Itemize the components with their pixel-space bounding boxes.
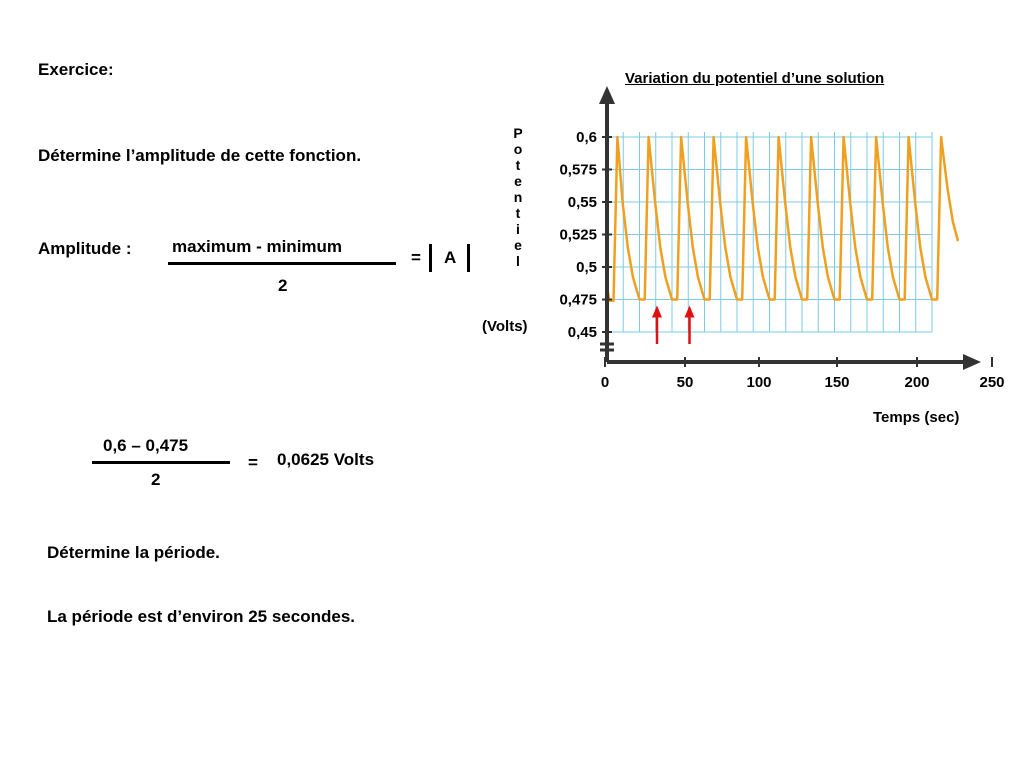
x-axis-label: Temps (sec) — [873, 409, 960, 426]
y-label-letter: P — [513, 125, 523, 141]
x-axis-arrow — [963, 354, 981, 370]
formula-label: Amplitude : — [38, 239, 132, 258]
annotation-arrow-head — [652, 306, 662, 318]
calc-result: 0,0625 Volts — [277, 450, 375, 469]
y-tick-label: 0,525 — [559, 226, 597, 244]
x-tick-label: 150 — [824, 374, 850, 391]
y-label-letter: l — [516, 253, 520, 269]
x-tick-label: 200 — [904, 374, 930, 391]
formula-equals: = — [411, 248, 421, 267]
y-tick-label: 0,45 — [567, 324, 597, 341]
answer-period: La période est d’environ 25 secondes. — [47, 607, 355, 626]
y-tick-label: 0,6 — [576, 129, 597, 146]
formula-numerator: maximum - minimum — [172, 237, 343, 256]
y-tick-label: 0,575 — [559, 161, 597, 179]
y-axis-arrow — [599, 86, 615, 104]
calc-denominator: 2 — [151, 470, 161, 489]
y-label-letter: e — [514, 173, 522, 189]
calc-equals: = — [248, 453, 258, 472]
y-label-letter: t — [515, 205, 521, 221]
annotation-arrow-head — [685, 306, 695, 318]
question-amplitude: Détermine l’amplitude de cette fonction. — [38, 146, 362, 165]
y-label-letter: i — [516, 221, 520, 237]
calc-fraction-line — [92, 461, 230, 464]
y-tick-label: 0,5 — [576, 259, 597, 276]
chart-title: Variation du potentiel d’une solution — [625, 70, 885, 87]
abs-bar-left — [429, 244, 432, 272]
y-tick-label: 0,475 — [559, 291, 597, 309]
formula-denominator: 2 — [278, 276, 288, 295]
formula-result: A — [444, 248, 457, 267]
calc-numerator: 0,6 – 0,475 — [103, 436, 189, 455]
question-period: Détermine la période. — [47, 543, 220, 562]
y-label-letter: n — [513, 189, 523, 205]
x-tick-label: 50 — [676, 374, 694, 391]
y-axis-label — [511, 125, 525, 269]
x-tick-label: 250 — [979, 374, 1005, 391]
chart-plot — [559, 82, 1005, 402]
exercise-heading: Exercice: — [38, 60, 114, 79]
x-tick-label: 100 — [746, 374, 772, 391]
y-label-letter: o — [513, 141, 523, 157]
y-label-letter: t — [515, 157, 521, 173]
x-tick-label: 0 — [600, 374, 610, 391]
abs-bar-right — [467, 244, 470, 272]
y-label-letter: e — [514, 237, 522, 253]
formula-fraction-line — [168, 262, 396, 265]
series-line — [607, 137, 958, 301]
y-axis-unit: (Volts) — [482, 318, 528, 335]
y-tick-label: 0,55 — [567, 194, 597, 211]
